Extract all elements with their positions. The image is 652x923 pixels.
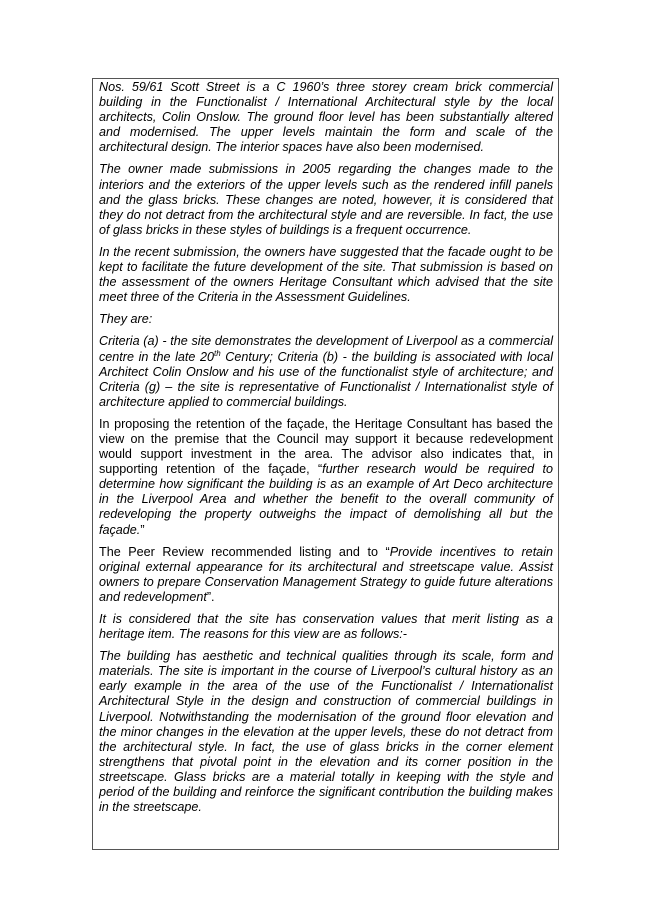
criteria-text-part-1: Criteria (a) - the site demonstrates the development of Liverpool as a commercial centre in the late 20 (99, 334, 553, 364)
paragraph-building-description: Nos. 59/61 Scott Street is a C 1960’s three storey cream brick commercial building in the Functionalist / International Architectural style by the local architects, Colin Onslow. The ground floor level has been substantially altered and modernised. The upper levels maintain the form and scale of the architectural design. The interior spaces have also been modernised. (99, 80, 553, 155)
paragraph-owner-submissions-2005: The owner made submissions in 2005 regarding the changes made to the interiors and the exteriors of the upper levels such as the rendered infill panels and the glass bricks. These changes are noted, however, it is considered that they do not detract from the architectural style and are reversible. In fact, the use of glass bricks in these styles of buildings is a frequent occurrence. (99, 162, 553, 237)
peer-review-text: The Peer Review recommended listing and to “ (99, 544, 390, 559)
consultant-text: In proposing the retention of the façade, the Heritage Consultant has based the view on the premise that the Council may support it because redevelopment would support investment in the area. The advisor also indicates that, in supporting retention of the façade, “ (99, 416, 553, 477)
criteria-superscript: th (214, 348, 221, 358)
paragraph-they-are: They are: (99, 312, 153, 327)
paragraph-heritage-consultant (99, 417, 553, 538)
criteria-text-part-2: Century; Criteria (b) - the building is associated with local Architect Colin Onslow and his use of the functionalist style of architecture; and Criteria (g) – the site is representative of Functionalist / Internationalist style of architecture applied to commercial buildings. (99, 349, 553, 409)
paragraph-peer-review (99, 545, 553, 605)
consultant-quote: further research would be required to determine how significant the building is as an example of Art Deco architecture in the Liverpool Area and whether the benefit to the overall community of redeveloping the property outweighs the impact of demolishing all but the façade. (99, 462, 553, 537)
paragraph-reasons: The building has aesthetic and technical qualities through its scale, form and materials. The site is important in the course of Liverpool’s cultural history as an early example in the area of the use of the Functionalist / Internationalist Architectural Style in the design and construction of commercial buildings in Liverpool. Notwithstanding the modernisation of the ground floor elevation and the minor changes in the elevation at the upper levels, these do not detract from the architectural style. In fact, the use of glass bricks in the corner element strengthens that pivotal point in the elevation and its corner position in the streetscape. Glass bricks are a material totally in keeping with the style and period of the building and reinforce the significant contribution the building makes in the streetscape. (99, 649, 553, 815)
peer-review-quote-close: ”. (206, 589, 215, 604)
paragraph-conservation-values: It is considered that the site has conservation values that merit listing as a heritage item. The reasons for this view are as follows:- (99, 612, 553, 642)
consultant-quote-close: ” (140, 522, 145, 537)
paragraph-criteria (99, 334, 553, 409)
paragraph-recent-submission: In the recent submission, the owners have suggested that the facade ought to be kept to facilitate the future development of the site. That submission is based on the assessment of the owners Heritage Consultant which advised that the site meet three of the Criteria in the Assessment Guidelines. (99, 244, 553, 305)
document-body (99, 80, 553, 822)
peer-review-quote: Provide incentives to retain original external appearance for its architectural and streetscape value. Assist owners to prepare Conservation Management Strategy to guide future alterations and redevelopment (99, 544, 553, 604)
